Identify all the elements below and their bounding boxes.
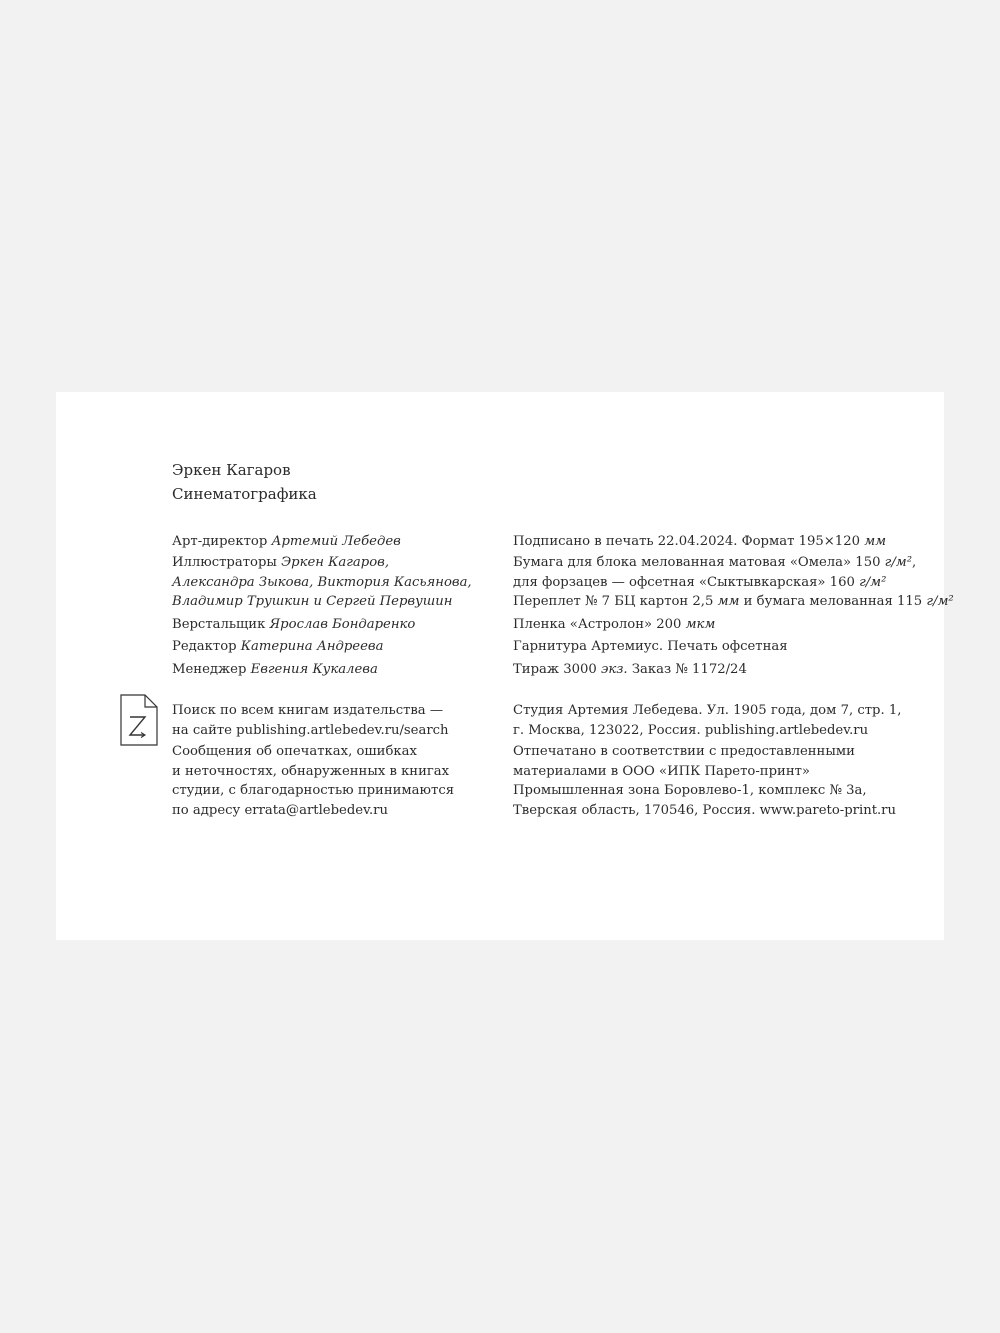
spec-line: Бумага для блока мелованная матовая «Омела» 150 г/м², [513,555,917,570]
printer-info [513,742,896,820]
book-author: Эркен Кагаров [172,461,291,479]
search-notice [172,701,449,740]
spec-line: Пленка «Астролон» 200 мкм [513,616,716,632]
publisher-address [513,701,901,740]
address-line: г. Москва, 123022, Россия. publishing.artlebedev.ru [513,722,869,738]
notice-line: и неточностях, обнаруженных в книгах [172,763,450,779]
spec-line: Подписано в печать 22.04.2024. Формат 195×120 мм [513,534,887,549]
credit-line: Владимир Трушкин и Сергей Первушин [172,594,453,609]
print-specs [513,531,954,680]
credit-line: Редактор Катерина Андреева [172,639,384,654]
document-z-icon [120,694,158,746]
spec-line: для форзацев — офсетная «Сыктывкарская» 160 г/м² [513,574,887,590]
errata-notice [172,742,454,820]
credit-line: Иллюстраторы Эркен Кагаров, [172,555,390,570]
notice-line: студии, с благодарностью принимаются [172,783,455,798]
credit-line: Менеджер Евгения Кукалева [172,661,378,677]
credit-line: Арт-директор Артемий Лебедев [172,534,401,549]
spec-line: Тираж 3000 экз. Заказ № 1172/24 [513,661,747,677]
notice-line: Поиск по всем книгам издательства — [172,703,444,718]
book-heading [172,458,317,506]
notice-line: на сайте publishing.artlebedev.ru/search [172,722,449,738]
spec-line: Переплет № 7 БЦ картон 2,5 мм и бумага мелованная 115 г/м² [513,594,954,609]
printer-line: Тверская область, 170546, Россия. www.pareto-print.ru [513,802,896,818]
notice-line: Сообщения об опечатках, ошибках [172,744,417,759]
printer-line: материалами в ООО «ИПК Парето-принт» [513,763,810,779]
credit-line: Верстальщик Ярослав Бондаренко [172,616,416,632]
printer-line: Отпечатано в соответствии с предоставленными [513,744,855,759]
book-title: Синематографика [172,485,317,503]
spec-line: Гарнитура Артемиус. Печать офсетная [513,639,788,654]
credits-list [172,531,472,680]
imprint-page [56,392,954,940]
credit-line: Александра Зыкова, Виктория Касьянова, [172,574,472,590]
printer-line: Промышленная зона Боровлево-1, комплекс № 3а, [513,783,867,798]
notice-line: по адресу errata@artlebedev.ru [172,802,388,818]
address-line: Студия Артемия Лебедева. Ул. 1905 года, дом 7, стр. 1, [513,703,902,718]
